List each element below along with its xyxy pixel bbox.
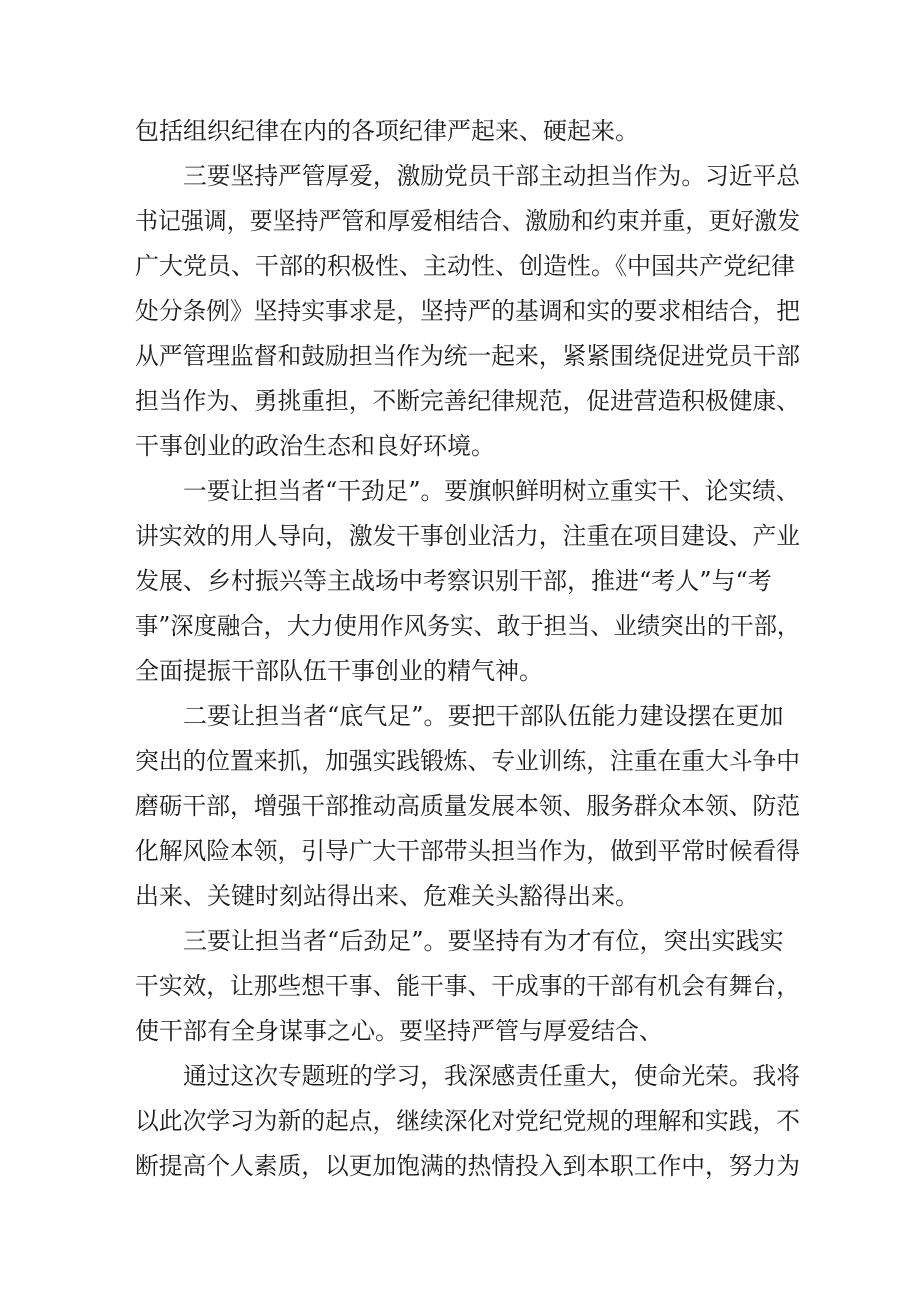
- text-line: 磨砺干部，增强干部推动高质量发展本领、服务群众本领、防范: [135, 792, 801, 820]
- text-line: 突出的位置来抓，加强实践锻炼、专业训练，注重在重大斗争中: [135, 747, 801, 775]
- text-line: 三要让担当者“后劲足”。要坚持有为才有位，突出实践实: [183, 927, 784, 955]
- text-line: 通过这次专题班的学习，我深感责任重大，使命光荣。我将: [183, 1062, 801, 1090]
- text-line: 广大党员、干部的积极性、主动性、创造性。《中国共产党纪律: [135, 252, 795, 280]
- text-line: 包括组织纪律在内的各项纪律严起来、硬起来。: [135, 117, 639, 145]
- text-line: 二要让担当者“底气足”。要把干部队伍能力建设摆在更加: [183, 702, 784, 730]
- text-line: 讲实效的用人导向，激发干事创业活力，注重在项目建设、产业: [135, 522, 801, 550]
- text-line: 以此次学习为新的起点，继续深化对党纪党规的理解和实践，不: [135, 1107, 801, 1135]
- text-line: 三要坚持严管厚爱，激励党员干部主动担当作为。习近平总: [183, 162, 801, 190]
- text-line: 使干部有全身谋事之心。要坚持严管与厚爱结合、: [135, 1017, 663, 1045]
- text-line: 干事创业的政治生态和良好环境。: [135, 432, 495, 460]
- text-line: 出来、关键时刻站得出来、危难关头豁得出来。: [135, 882, 639, 910]
- text-line: 一要让担当者“干劲足”。要旗帜鲜明树立重实干、论实绩、: [183, 477, 800, 505]
- text-line: 干实效，让那些想干事、能干事、干成事的干部有机会有舞台，: [135, 972, 801, 1000]
- text-line: 从严管理监督和鼓励担当作为统一起来，紧紧围绕促进党员干部: [135, 342, 801, 370]
- text-line: 全面提振干部队伍干事创业的精气神。: [135, 657, 543, 685]
- text-line: 书记强调，要坚持严管和厚爱相结合、激励和约束并重，更好激发: [135, 207, 801, 235]
- text-line: 发展、乡村振兴等主战场中考察识别干部，推进“考人”与“考: [135, 567, 772, 595]
- text-line: 化解风险本领，引导广大干部带头担当作为，做到平常时候看得: [135, 837, 801, 865]
- text-line: 事”深度融合，大力使用作风务实、敢于担当、业绩突出的干部，: [135, 612, 801, 640]
- text-line: 担当作为、勇挑重担，不断完善纪律规范，促进营造积极健康、: [135, 387, 801, 415]
- text-line: 断提高个人素质，以更加饱满的热情投入到本职工作中，努力为: [135, 1152, 801, 1180]
- text-line: 处分条例》坚持实事求是，坚持严的基调和实的要求相结合，把: [135, 297, 801, 325]
